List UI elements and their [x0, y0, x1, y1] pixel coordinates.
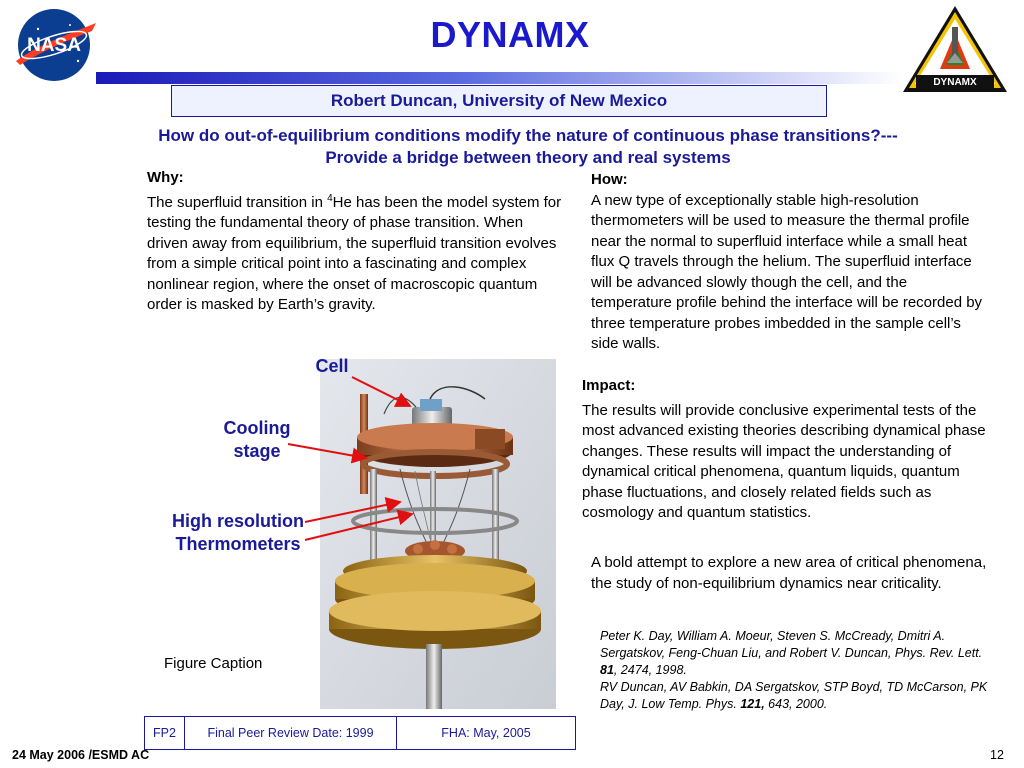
review-info-table — [144, 716, 576, 750]
slide-title: DYNAMX — [430, 14, 590, 55]
reference-pages: 643, 2000. — [764, 697, 828, 711]
reference-volume: 81 — [600, 663, 614, 677]
reference-pages: , 2474, 1998. — [613, 663, 687, 677]
bold-attempt-text: A bold attempt to explore a new area of critical phenomena, the study of non-equilibrium dynamics near criticality. — [591, 554, 987, 592]
reference-text: Peter K. Day, William A. Moeur, Steven S. McCready, Dmitri A. Sergatskov, Feng-Chuan Liu, and Robert V. Duncan, Phys. Rev. Lett. — [600, 629, 983, 660]
reference-item — [600, 679, 1000, 713]
page-number: 12 — [990, 748, 1004, 762]
research-question: How do out-of-equilibrium conditions modify the nature of continuous phase transitions?--- Provide a bridge between theory and real systems — [158, 126, 898, 167]
label-thermometers: High resolution Thermometers — [172, 511, 304, 554]
reference-text: RV Duncan, AV Babkin, DA Sergatskov, STP Boyd, TD McCarson, PK Day, J. Low Temp. Phys. — [600, 680, 988, 711]
helium-isotope-superscript: 4 — [327, 192, 333, 204]
svg-text:NASA: NASA — [27, 35, 81, 56]
why-text-rest: He has been the model system for testing the fundamental theory of phase transition. When driven away from equilibrium, the superfluid transition evolves from a simple critical point into a fascinating and complex nonlinear region, where the onset of macroscopic quantum order is masked by Earth’s gravity. — [147, 193, 562, 313]
nasa-logo — [8, 5, 100, 85]
reference-volume: 121, — [740, 697, 765, 711]
impact-heading: Impact: — [582, 377, 636, 394]
apparatus-photo — [320, 359, 556, 709]
why-text-start: The superfluid transition in — [147, 193, 328, 211]
why-heading: Why: — [147, 169, 184, 186]
speaker-box — [171, 85, 827, 117]
how-section — [591, 170, 986, 355]
dynamx-mission-logo — [900, 3, 1010, 95]
how-text: A new type of exceptionally stable high-resolution thermometers will be used to measure the thermal profile near the normal to superfluid interface while a small heat flux Q travels through the helium. The superfluid interface will be advanced slowly though the cell, and the temperature profile behind the interface will be recorded by three temperature probes imbedded in the sample cell’s side walls. — [591, 191, 983, 352]
impact-section — [582, 376, 992, 524]
label-cell: Cell — [315, 356, 349, 376]
review-date-cell: Final Peer Review Date: 1999 — [185, 717, 397, 749]
label-cooling-stage: Cooling stage — [223, 418, 291, 461]
speaker-name: Robert Duncan, University of New Mexico — [330, 91, 668, 110]
references — [600, 628, 1000, 713]
figure-caption: Figure Caption — [164, 655, 263, 672]
title-divider-bar — [96, 72, 902, 84]
why-section — [147, 168, 565, 316]
reference-item — [600, 628, 1000, 679]
impact-text: The results will provide conclusive experimental tests of the most advanced existing theories describing dynamical phase changes. These results will impact the understanding of dynamical critical phenomena, quantum liquids, quantum phase fluctuations, and closely related fields such as cosmology and quantum statistics. — [582, 401, 986, 521]
fha-cell: FHA: May, 2005 — [441, 726, 531, 740]
fp-cell: FP2 — [145, 717, 185, 749]
how-heading: How: — [591, 171, 628, 188]
svg-text:DYNAMX: DYNAMX — [933, 77, 977, 88]
footer-date: 24 May 2006 /ESMD AC — [12, 748, 150, 762]
